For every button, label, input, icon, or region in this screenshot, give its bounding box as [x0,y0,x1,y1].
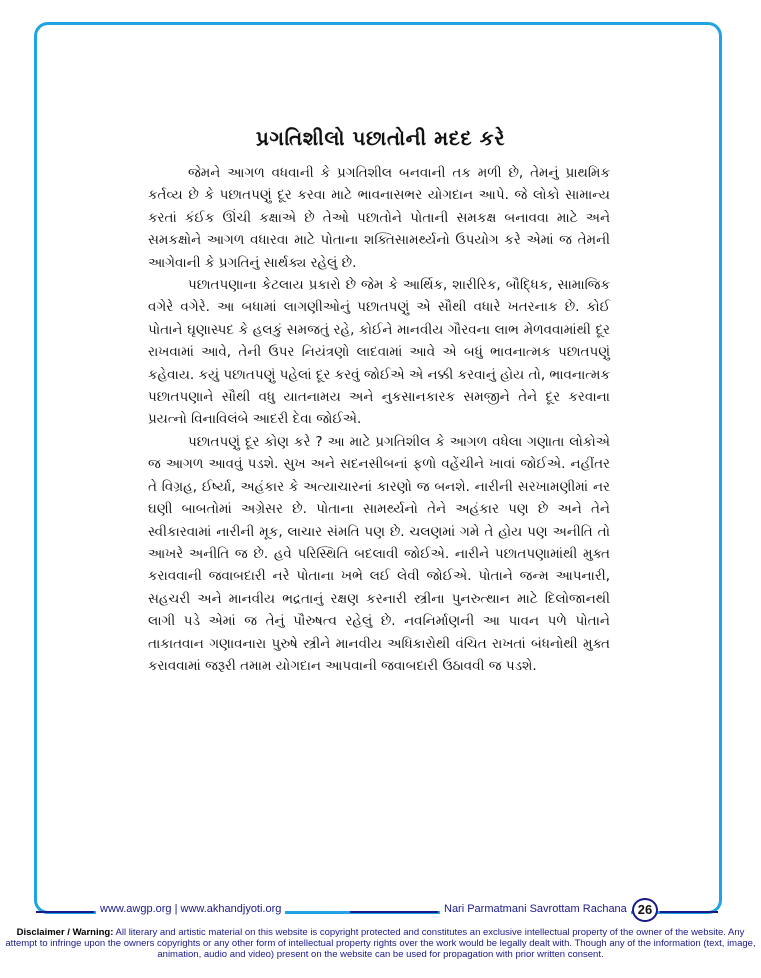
footer-divider-middle [350,911,438,913]
disclaimer-text: All literary and artistic material on this website is copyright protected and constitutes an exclusive intellectual property of the owner of the website. Any attempt to infringe upon the owners copyrights or any other form of intellectual property rights over the work would be legally dealt with. Though any of the information (text, image, animation, audio and video) present on the website can be used for propagation with prior written consent. [5,927,756,960]
disclaimer [0,927,761,960]
article-body [148,162,610,677]
footer-book-title: Nari Parmatmani Savrottam Rachana [440,903,631,915]
page-number-badge: 26 [632,898,658,922]
paragraph-3: પછાતપણું દૂર કોણ કરે ? આ માટે પ્રગતિશીલ કે આગળ વધેલા ગણાતા લોકોએ જ આગળ આવવું પડશે. સુખ અને સદનસીબનાં ફળો વહેંચીને ખાવાં જોઈએ. નહીંતર તે વિગ્રહ, ઈર્ષ્યા, અહંકાર કે અત્યાચારનાં કારણો જ બનશે. નારીની સરખામણીમાં નર ઘણી બાબતોમાં અગ્રેસર છે. પોતાના સામર્થ્યનો તેને અહંકાર પણ છે અને તેને સ્વીકારવામાં નારીની મૂક, લાચાર સંમતિ પણ છે. ચલણમાં ગમે તે હોય પણ અનીતિ તો આખરે અનીતિ જ છે. હવે પરિસ્થિતિ બદલાવી જોઈએ. નારીને પછાતપણામાંથી મુક્ત કરાવવાની જવાબદારી નરે પોતાના ખભે લઈ લેવી જોઈએ. પોતાને જન્મ આપનારી, સહચરી અને માનવીય ભદ્રતાનું રક્ષણ કરનારી સ્ત્રીના પુનરુત્થાન માટે દિલોજાનથી લાગી પડે એમાં જ તેનું પૌરુષત્વ રહેલું છે. નવનિર્માણની આ પાવન પળે પોતાને તાકાતવાન ગણાવનારા પુરુષે સ્ત્રીને માનવીય અધિકારોથી વંચિત રાખતાં બંધનોથી મુક્ત કરાવવામાં જરૂરી તમામ યોગદાન આપવાની જવાબદારી ઉઠાવવી જ પડશે. [148,433,610,674]
paragraph-2: પછાતપણાના કેટલાય પ્રકારો છે જેમ કે આર્થિક, શારીરિક, બૌદ્ધિક, સામાજિક વગેરે વગેરે. આ બધામાં લાગણીઓનું પછાતપણું એ સૌથી વધારે ખતરનાક છે. કોઈ પોતાને ઘૃણાસ્પદ કે હલકું સમજતું રહે, કોઈને માનવીય ગૌરવના લાભ મેળવવામાંથી દૂર રાખવામાં આવે, તેની ઉપર નિયંત્રણો લાદવામાં આવે એ બધું ભાવનાત્મક પછાતપણું કહેવાય. કયું પછાતપણું પહેલાં દૂર કરવું જોઈએ એ નક્કી કરવાનું હોય તો, ભાવનાત્મક પછાતપણાને સૌથી વધુ યાતનામય અને નુકસાનકારક સમજીને તેને દૂર કરવાના પ્રયત્નો વિનાવિલંબે આદરી દેવા જોઈએ. [148,277,610,428]
footer-websites[interactable]: www.awgp.org | www.akhandjyoti.org [96,903,285,915]
disclaimer-label: Disclaimer / Warning: [16,927,114,938]
footer-divider-left [36,911,94,913]
footer-divider-right [660,911,718,913]
article-title: પ્રગતિશીલો પછાતોની મદદ કરે [255,126,506,150]
paragraph-1: જેમને આગળ વધવાની કે પ્રગતિશીલ બનવાની તક મળી છે, તેમનું પ્રાથમિક કર્તવ્ય છે કે પછાતપણું દૂર કરવા માટે ભાવનાસભર યોગદાન આપે. જે લોકો સામાન્ય કરતાં કંઈક ઊંચી કક્ષાએ છે તેઓ પછાતોને પોતાની સમકક્ષ બનાવવા માટે અને સમકક્ષોને આગળ વધારવા માટે પોતાના શક્તિસામર્થ્યનો ઉપયોગ કરે એમાં જ તેમની આગેવાની કે પ્રગતિનું સાર્થક્ય રહેલું છે. [148,165,610,271]
